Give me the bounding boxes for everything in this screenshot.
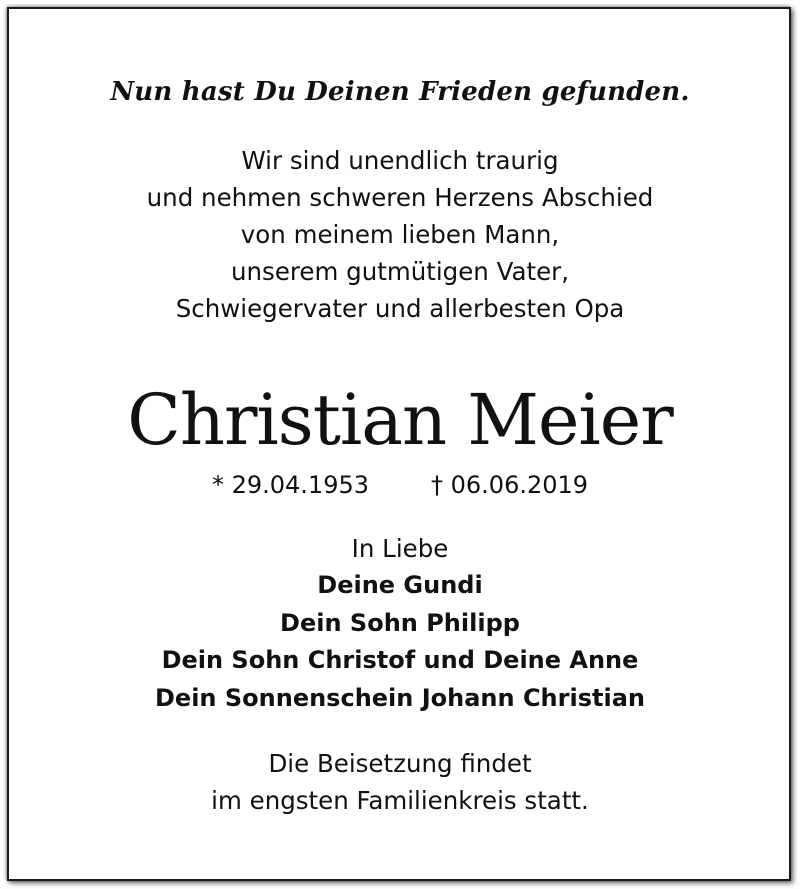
funeral-note	[0, 745, 800, 819]
funeral-line: Die Beisetzung findet	[268, 749, 532, 778]
in-love-line: In Liebe	[351, 534, 449, 563]
intro-line: von meinem lieben Mann,	[240, 220, 560, 249]
survivor-line: Deine Gundi	[317, 571, 483, 599]
intro-line: und nehmen schweren Herzens Abschied	[146, 183, 654, 212]
death-date: † 06.06.2019	[431, 471, 589, 499]
birth-date: * 29.04.1953	[211, 471, 369, 499]
survivor-line: Dein Sonnenschein Johann Christian	[155, 683, 645, 712]
survivor-line: Dein Sohn Philipp	[280, 608, 520, 637]
intro-text	[0, 142, 800, 327]
life-dates	[0, 467, 800, 503]
survivors-list	[0, 567, 800, 717]
survivor-line: Dein Sohn Christof und Deine Anne	[161, 646, 639, 674]
intro-line: unserem gutmütigen Vater,	[231, 257, 569, 286]
intro-line: Schwiegervater und allerbesten Opa	[175, 294, 625, 323]
deceased-name: Christian Meier	[127, 379, 673, 461]
funeral-line: im engsten Familienkreis statt.	[211, 786, 589, 815]
intro-line: Wir sind unendlich traurig	[241, 146, 559, 175]
motto-heading: Nun hast Du Deinen Frieden gefunden.	[110, 77, 690, 107]
